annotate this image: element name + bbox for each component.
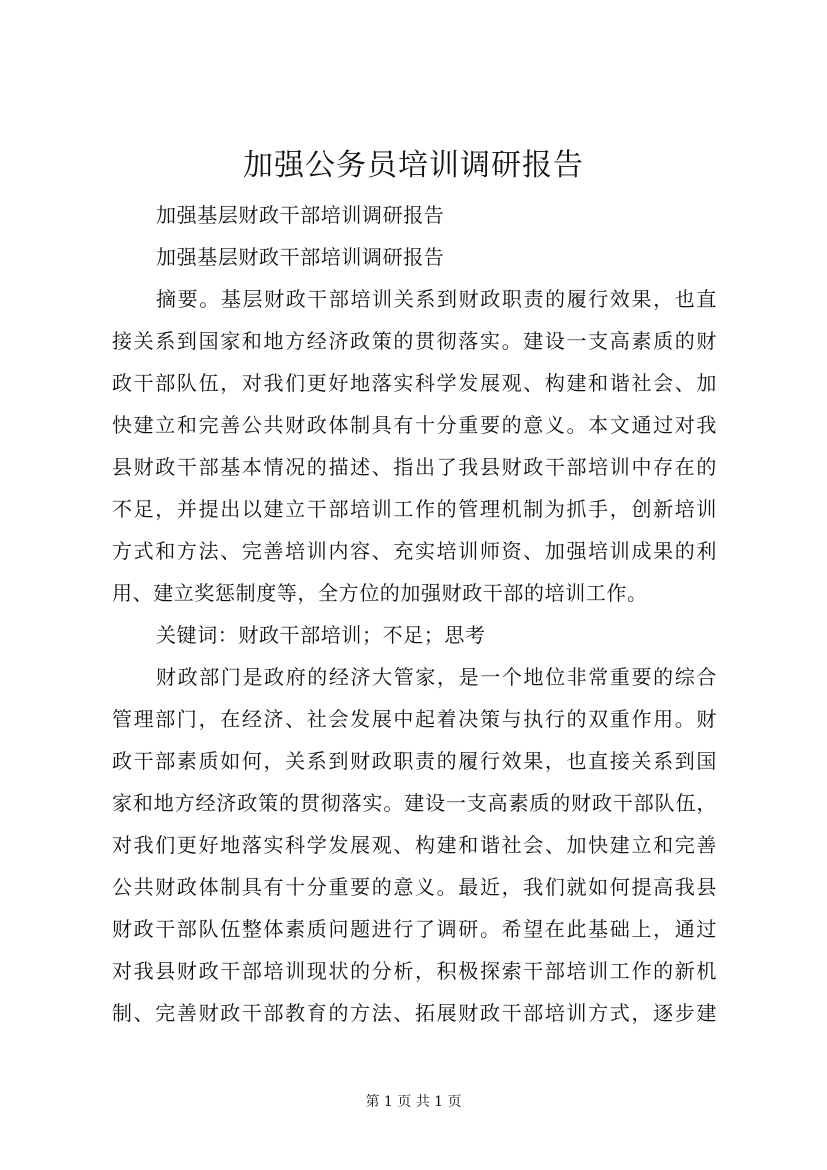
text-line: 家和地方经济政策的贯彻落实。建设一支高素质的财政干部队伍， xyxy=(112,791,717,815)
document-body xyxy=(112,194,717,1034)
text-line: 对我县财政干部培训现状的分析，积极探索干部培训工作的新机 xyxy=(112,959,717,983)
text-line: 财政部门是政府的经济大管家，是一个地位非常重要的综合 xyxy=(156,665,717,689)
text-line: 政干部素质如何，关系到财政职责的履行效果，也直接关系到国 xyxy=(112,749,717,773)
text-line: 加强基层财政干部培训调研报告 xyxy=(156,203,445,227)
page-footer: 第 1 页 共 1 页 xyxy=(365,1094,462,1110)
text-line: 摘要。基层财政干部培训关系到财政职责的履行效果，也直 xyxy=(156,287,717,311)
text-line: 公共财政体制具有十分重要的意义。最近，我们就如何提高我县 xyxy=(112,875,717,899)
text-line: 制、完善财政干部教育的方法、拓展财政干部培训方式，逐步建 xyxy=(112,1001,717,1025)
text-line: 政干部队伍，对我们更好地落实科学发展观、构建和谐社会、加 xyxy=(112,371,717,395)
text-line: 不足，并提出以建立干部培训工作的管理机制为抓手，创新培训 xyxy=(112,497,717,521)
text-line: 用、建立奖惩制度等，全方位的加强财政干部的培训工作。 xyxy=(112,581,648,605)
text-line: 县财政干部基本情况的描述、指出了我县财政干部培训中存在的 xyxy=(112,455,717,479)
text-line: 管理部门，在经济、社会发展中起着决策与执行的双重作用。财 xyxy=(112,707,717,731)
text-line: 关键词：财政干部培训；不足；思考 xyxy=(156,623,486,647)
document-title: 加强公务员培训调研报告 xyxy=(243,148,584,183)
text-line: 对我们更好地落实科学发展观、构建和谐社会、加快建立和完善 xyxy=(112,833,717,857)
text-line: 加强基层财政干部培训调研报告 xyxy=(156,245,445,269)
text-line: 接关系到国家和地方经济政策的贯彻落实。建设一支高素质的财 xyxy=(112,329,717,353)
text-line: 财政干部队伍整体素质问题进行了调研。希望在此基础上，通过 xyxy=(112,917,717,941)
text-line: 方式和方法、完善培训内容、充实培训师资、加强培训成果的利 xyxy=(112,539,717,563)
text-line: 快建立和完善公共财政体制具有十分重要的意义。本文通过对我 xyxy=(112,413,717,437)
